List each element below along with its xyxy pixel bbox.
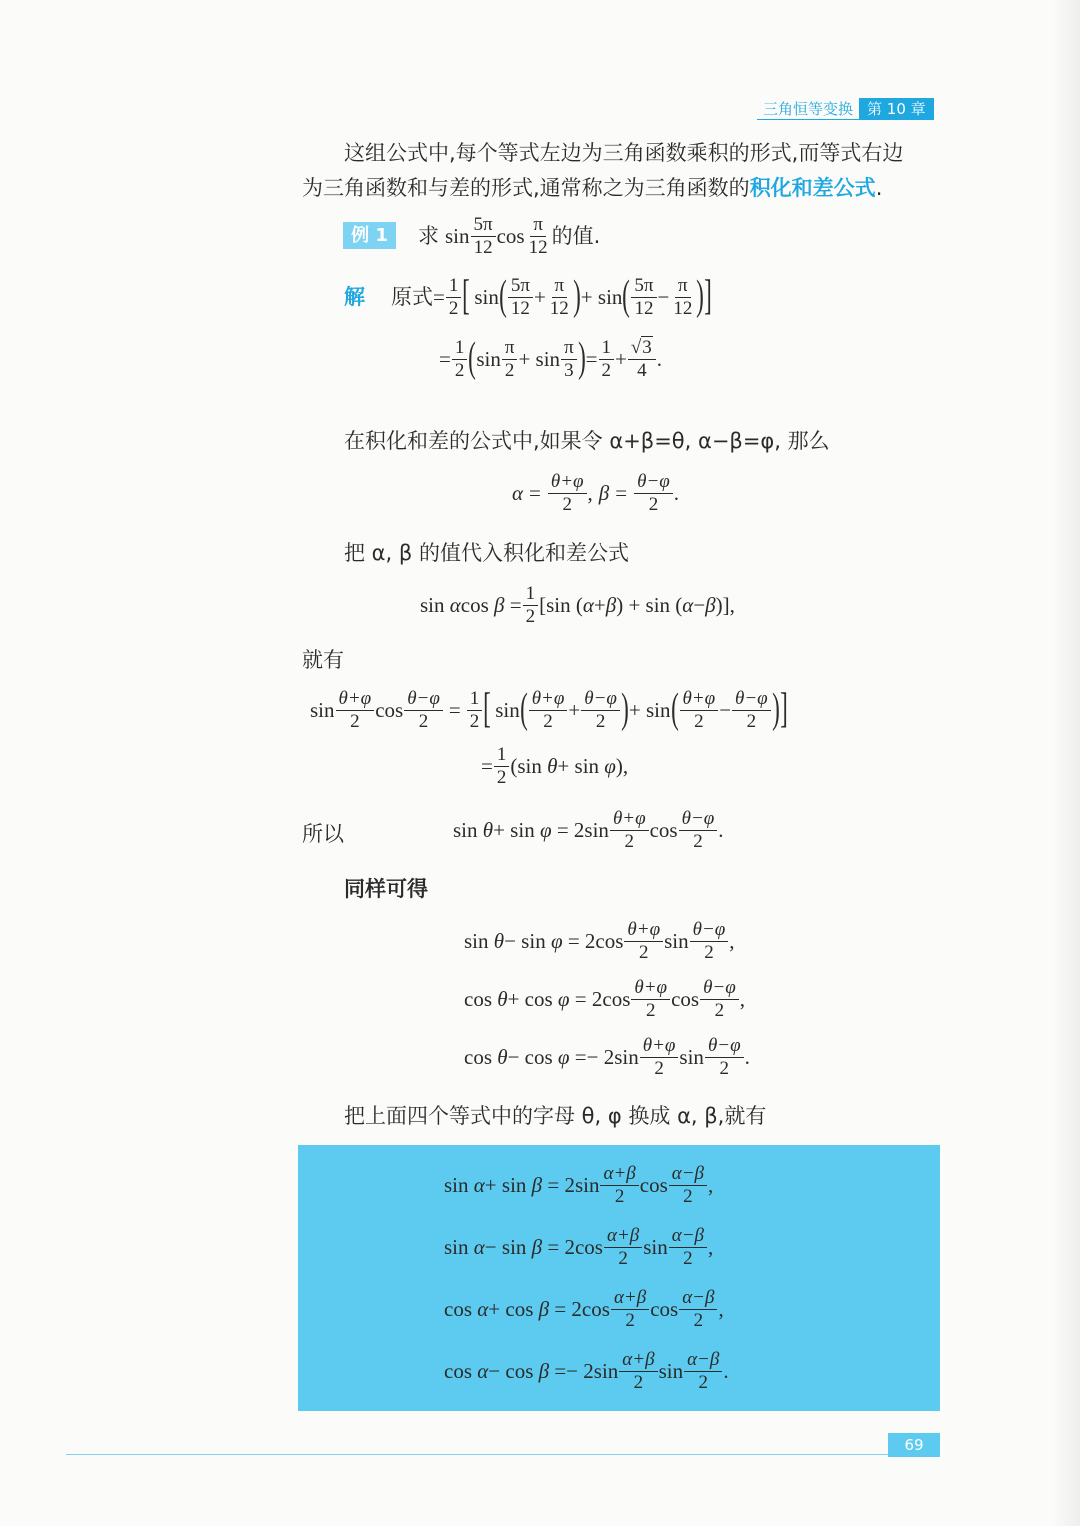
box-formula-sin-plus: sin α+ sin β = 2sin α+β 2 cos α−β 2 , [444, 1162, 714, 1207]
paragraph-intro-line1: 这组公式中,每个等式左边为三角函数乘积的形式,而等式右边 [344, 141, 904, 165]
example-badge-label: 例 1 [351, 225, 388, 246]
fraction: θ−φ 2 [690, 920, 729, 963]
fraction: α−β 2 [679, 1288, 717, 1331]
example-suffix: 的值. [551, 223, 601, 248]
box-formula-sin-minus: sin α− sin β = 2cos α+β 2 sin α−β 2 , [444, 1224, 714, 1269]
fraction: θ−φ 2 [700, 978, 739, 1021]
term-product-to-sum: 积化和差公式 [749, 176, 876, 200]
paragraph-intro-line2 [302, 172, 882, 202]
fraction: θ+φ 2 [529, 689, 568, 732]
fraction: θ+φ 2 [680, 689, 719, 732]
example-prefix: 求 [418, 223, 439, 248]
fraction: θ+φ 2 [610, 809, 649, 852]
derivation-line-2: = $\frac{1}{2}$ (sin θ+ sin φ), [481, 743, 629, 788]
page-edge-shadow [1052, 0, 1080, 1526]
sum-to-product-cos-plus: cos θ+ cos φ = 2cos θ+φ 2 cos θ−φ 2 , [464, 976, 745, 1021]
product-to-sum-formula: sin αcos β = $\frac{1}{2}$ [sin (α+β) + sin (α−β)], [420, 582, 735, 627]
fraction: $\frac{\theta-\varphi}{2}$ [404, 689, 443, 732]
header-section-title: 三角恒等变换 [757, 99, 859, 120]
paragraph-substitute-values: 把 α, β 的值代入积化和差公式 [344, 541, 629, 565]
solution-lead: 原式 [391, 284, 433, 309]
fraction: π 12 [528, 213, 548, 258]
fraction: α+β 2 [619, 1350, 657, 1393]
fraction: 5π 12 [508, 276, 533, 319]
fraction: $\frac{\pi}{12}$ [549, 274, 569, 319]
intro-period: . [875, 176, 883, 200]
derivation-line-1: sin θ+φ 2 cos $\frac{\theta-\varphi}{2}$ = $\frac{1}{2}$ [ sin ( θ+φ 2 + $\frac{\theta-\varphi}{2}$ ) + sin ( θ+φ 2 − $\frac{\theta-\varphi}{2}$ ) ] [310, 686, 788, 733]
fraction: α+β 2 [604, 1226, 642, 1269]
fraction: 5π 12 [631, 276, 656, 319]
alpha-beta-formula: α = $\frac{\theta+\varphi}{2}$ , β = $\frac{\theta-\varphi}{2}$ . [512, 470, 680, 515]
box-formula-cos-minus: cos α− cos β =− 2sin α+β 2 sin α−β 2 . [444, 1348, 729, 1393]
example-question: 求 sin 5π 12 cos π 12 的值. [418, 213, 601, 258]
fraction: α−β 2 [684, 1350, 722, 1393]
label-therefore: 所以 [302, 822, 344, 846]
fraction: π 3 [561, 338, 577, 381]
fraction: $\frac{1}{2}$ [523, 584, 539, 627]
fraction: $\frac{1}{2}$ [452, 338, 468, 381]
fraction: $\frac{1}{2}$ [467, 689, 483, 732]
sum-to-product-sin-minus: sin θ− sin φ = 2cos θ+φ 2 sin θ−φ 2 , [464, 918, 735, 963]
solution-line-1: 解 原式 = $\frac{1}{2}$ [ sin ( 5π 12 + $\frac{\pi}{12}$ ) + sin ( 5π 12 − $\frac{\pi}{12}$ ) ] [344, 273, 713, 320]
example-badge [343, 222, 396, 249]
fraction: θ+φ 2 [624, 920, 663, 963]
footer-rule [66, 1454, 888, 1455]
fraction: θ−φ 2 [679, 809, 718, 852]
solution-line-2: = $\frac{1}{2}$ ( sin π 2 + sin π 3 ) = $\frac{1}{2}$ + $\frac{√3}{4}$ . [439, 335, 663, 382]
fraction: α+β 2 [611, 1288, 649, 1331]
page-number: 69 [904, 1436, 924, 1454]
fraction: α−β 2 [669, 1164, 707, 1207]
label-similarly: 同样可得 [344, 877, 428, 901]
intro-text: 为三角函数和与差的形式,通常称之为三角函数的 [302, 176, 750, 200]
fraction: θ+φ 2 [631, 978, 670, 1021]
fraction: θ+φ 2 [336, 689, 375, 732]
fraction: $\frac{\theta-\varphi}{2}$ [634, 472, 673, 515]
fraction: $\frac{\theta+\varphi}{2}$ [548, 472, 587, 515]
paragraph-substitution: 在积化和差的公式中,如果令 α+β=θ, α−β=φ, 那么 [344, 429, 830, 453]
fraction: α−β 2 [669, 1226, 707, 1269]
fraction: $\frac{1}{2}$ [446, 276, 462, 319]
fraction: θ+φ 2 [640, 1036, 679, 1079]
paragraph-replace-letters: 把上面四个等式中的字母 θ, φ 换成 α, β,就有 [344, 1104, 767, 1128]
solution-label: 解 [344, 284, 365, 309]
fraction: $\frac{\pi}{12}$ [673, 274, 693, 319]
label-then: 就有 [302, 648, 344, 672]
running-header [757, 98, 934, 120]
fraction: $\frac{1}{2}$ [494, 745, 510, 788]
fraction: π 2 [502, 338, 518, 381]
fraction: $\frac{\theta-\varphi}{2}$ [581, 689, 620, 732]
fraction: $\frac{\theta-\varphi}{2}$ [732, 689, 771, 732]
sum-to-product-sin-plus: sin θ+ sin φ = 2sin θ+φ 2 cos θ−φ 2 . [453, 807, 724, 852]
fraction: α+β 2 [600, 1164, 638, 1207]
box-formula-cos-plus: cos α+ cos β = 2cos α+β 2 cos α−β 2 , [444, 1286, 724, 1331]
sum-to-product-cos-minus: cos θ− cos φ =− 2sin θ+φ 2 sin θ−φ 2 . [464, 1034, 750, 1079]
fraction: θ−φ 2 [705, 1036, 744, 1079]
fraction: $\frac{√3}{4}$ [628, 338, 656, 381]
fraction: $\frac{1}{2}$ [599, 338, 615, 381]
header-chapter-badge: 第 10 章 [859, 98, 934, 120]
page-number-badge [888, 1433, 940, 1457]
fraction: 5π 12 [471, 215, 496, 258]
